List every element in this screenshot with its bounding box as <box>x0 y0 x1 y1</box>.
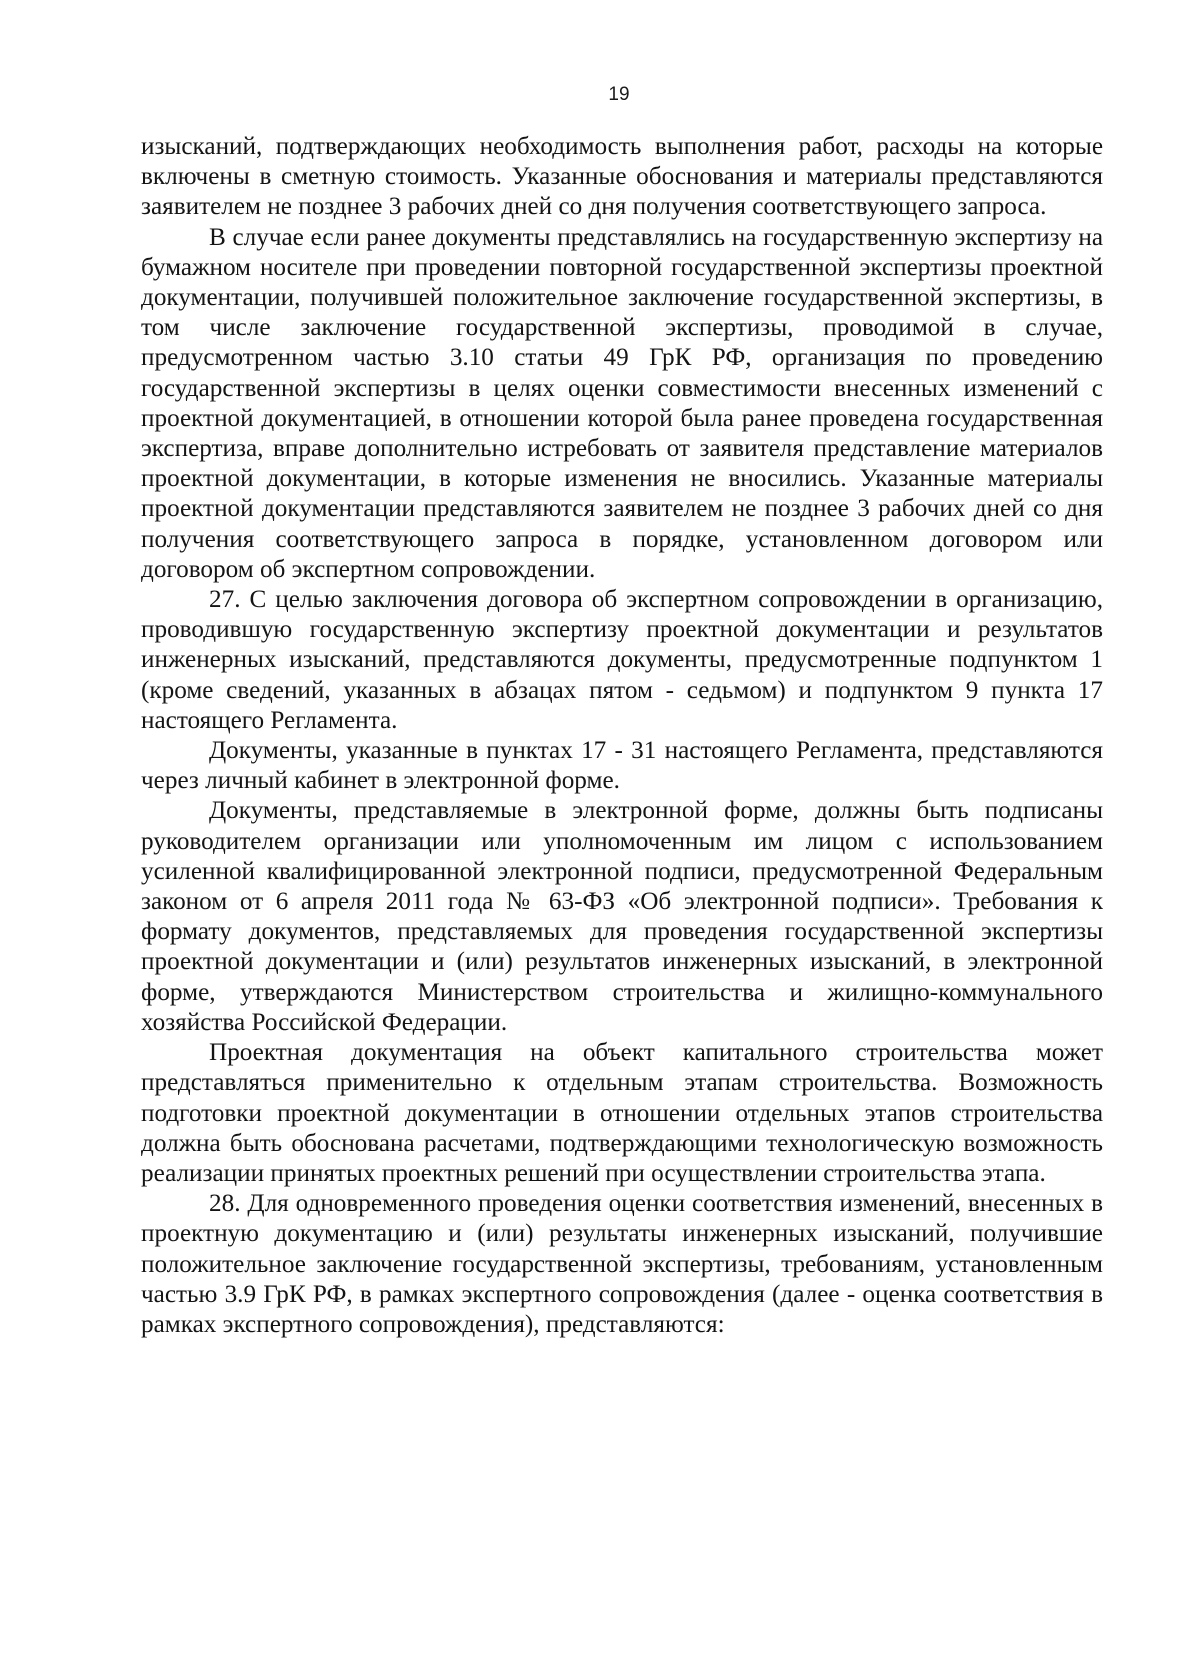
paragraph-continuation: изысканий, подтверждающих необходимость выполнения работ, расходы на которые включены в сметную стоимость. Указанные обоснования и материалы представляются заявителем не позднее 3 рабочих дней со дня получения соответствующего запроса. <box>141 133 1103 221</box>
paragraph-submission-channel: Документы, указанные в пунктах 17 - 31 настоящего Регламента, представляются через личный кабинет в электронной форме. <box>141 737 1103 795</box>
paragraph-construction-stages: Проектная документация на объект капитального строительства может представляться применительно к отдельным этапам строительства. Возможность подготовки проектной документации в отношении отдельных этапов строительства должна быть обоснована расчетами, подтверждающими технологическую возможность реализации принятых проектных решений при осуществлении строительства этапа. <box>141 1039 1103 1187</box>
paragraph-clause-27: 27. С целью заключения договора об экспертном сопровождении в организацию, проводившую государственную экспертизу проектной документации и результатов инженерных изысканий, представляются документы, предусмотренные подпунктом 1 (кроме сведений, указанных в абзацах пятом - седьмом) и подпунктом 9 пункта 17 настоящего Регламента. <box>141 586 1103 734</box>
document-body <box>141 132 1103 1340</box>
paragraph-paper-documents: В случае если ранее документы представлялись на государственную экспертизу на бумажном носителе при проведении повторной государственной экспертизы проектной документации, получившей положительное заключение государственной экспертизы, в том числе заключение государственной экспертизы, проводимой в случае, предусмотренном частью 3.10 статьи 49 ГрК РФ, организация по проведению государственной экспертизы в целях оценки совместимости внесенных изменений с проектной документацией, в отношении которой была ранее проведена государственная экспертиза, вправе дополнительно истребовать от заявителя представление материалов проектной документации, в которые изменения не вносились. Указанные материалы проектной документации представляются заявителем не позднее 3 рабочих дней со дня получения соответствующего запроса в порядке, установленном договором или договором об экспертном сопровождении. <box>141 223 1103 583</box>
paragraph-clause-28: 28. Для одновременного проведения оценки соответствия изменений, внесенных в проектную документацию и (или) результаты инженерных изысканий, получившие положительное заключение государственной экспертизы, требованиям, установленным частью 3.9 ГрК РФ, в рамках экспертного сопровождения (далее - оценка соответствия в рамках экспертного сопровождения), представляются: <box>141 1190 1103 1338</box>
paragraph-electronic-signature: Документы, представляемые в электронной форме, должны быть подписаны руководителем организации или уполномоченным им лицом с использованием усиленной квалифицированной электронной подписи, предусмотренной Федеральным законом от 6 апреля 2011 года № 63-ФЗ «Об электронной подписи». Требования к формату документов, представляемых для проведения государственной экспертизы проектной документации и (или) результатов инженерных изысканий, в электронной форме, утверждаются Министерством строительства и жилищно-коммунального хозяйства Российской Федерации. <box>141 797 1103 1036</box>
page-number: 19 <box>608 84 630 105</box>
